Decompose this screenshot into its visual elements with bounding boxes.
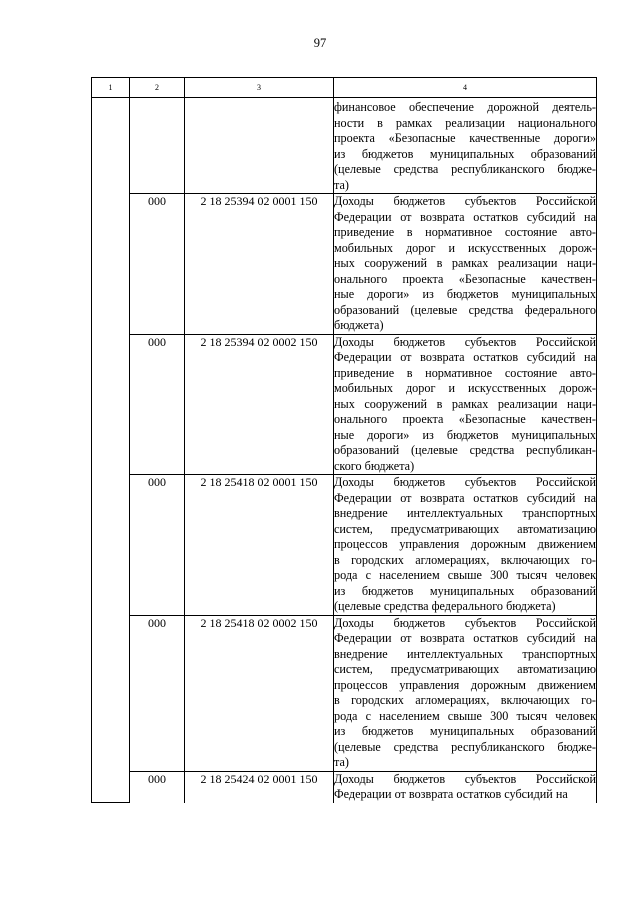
column-header-3: 3 <box>185 78 334 98</box>
table-row <box>92 98 597 194</box>
budget-code-table <box>91 77 597 803</box>
table-row <box>92 615 597 771</box>
description-line: Доходы бюджетов субъектов Российской <box>334 615 596 630</box>
description-line: та) <box>334 177 349 192</box>
column-header-1: 1 <box>92 78 130 98</box>
description-line: финансовое обеспечение дорожной деятель- <box>334 100 596 114</box>
table-body <box>92 98 597 803</box>
table-row <box>92 334 597 475</box>
description-line: образований (целевые средства республикан- <box>334 443 596 457</box>
description-line: Доходы бюджетов субъектов Российской <box>334 334 596 349</box>
description-line: в городских агломерациях, включающих го- <box>334 552 596 567</box>
column-header-4: 4 <box>334 78 597 98</box>
description-line: систем, предусматривающих автоматизацию <box>334 662 596 676</box>
income-description-cell <box>334 194 597 335</box>
admin-code-cell: 000 <box>130 771 185 803</box>
description-line: ского бюджета) <box>334 458 415 473</box>
description-line: внедрение интеллектуальных транспортных <box>334 506 596 520</box>
description-line: Федерации от возврата остатков субсидий на <box>334 787 568 801</box>
description-line: та) <box>334 755 349 769</box>
description-line: приведение в нормативное состояние авто- <box>334 225 596 239</box>
table-row <box>92 771 597 803</box>
budget-classification-code-cell: 2 18 25424 02 0001 150 <box>185 771 334 803</box>
income-description-cell <box>334 98 597 194</box>
description-line: Федерации от возврата остатков субсидий на <box>334 209 596 224</box>
description-line: из бюджетов муниципальных образований <box>334 583 596 598</box>
description-line: систем, предусматривающих автоматизацию <box>334 521 596 536</box>
description-line: Федерации от возврата остатков субсидий на <box>334 350 596 364</box>
page-number: 97 <box>313 36 327 50</box>
group-number-cell <box>92 98 130 803</box>
budget-classification-code-cell: 2 18 25394 02 0001 150 <box>185 194 334 335</box>
budget-classification-code-cell: 2 18 25418 02 0002 150 <box>185 615 334 771</box>
income-description-cell <box>334 334 597 475</box>
description-line: ных сооружений в рамках реализации наци- <box>334 396 596 411</box>
description-line: онального проекта «Безопасные качествен- <box>334 271 596 286</box>
table-row <box>92 194 597 335</box>
description-line: из бюджетов муниципальных образований <box>334 146 596 161</box>
admin-code-cell: 000 <box>130 475 185 616</box>
admin-code-cell: 000 <box>130 194 185 335</box>
admin-code-cell: 000 <box>130 615 185 771</box>
description-line: ных сооружений в рамках реализации наци- <box>334 256 596 270</box>
description-line: внедрение интеллектуальных транспортных <box>334 646 596 661</box>
income-description-cell <box>334 615 597 771</box>
description-line: в городских агломерациях, включающих го- <box>334 693 596 707</box>
budget-classification-code-cell: 2 18 25418 02 0001 150 <box>185 475 334 616</box>
description-line: проекта «Безопасные качественные дороги» <box>334 131 596 145</box>
description-line: Федерации от возврата остатков субсидий на <box>334 490 596 505</box>
description-line: процессов управления дорожным движением <box>334 537 596 551</box>
description-line: бюджета) <box>334 318 384 332</box>
description-line: приведение в нормативное состояние авто- <box>334 365 596 380</box>
description-line: (целевые средства федерального бюджета) <box>334 599 556 613</box>
column-header-2: 2 <box>130 78 185 98</box>
description-line: рода с населением свыше 300 тысяч человек <box>334 568 596 582</box>
description-line: мобильных дорог и искусственных дорож- <box>334 240 596 255</box>
admin-code-cell: 000 <box>130 334 185 475</box>
description-line: мобильных дорог и искусственных дорож- <box>334 381 596 395</box>
description-line: Доходы бюджетов субъектов Российской <box>334 771 596 786</box>
table-row <box>92 475 597 616</box>
income-description-cell <box>334 771 597 803</box>
admin-code-cell <box>130 98 185 194</box>
description-line: рода с населением свыше 300 тысяч человек <box>334 708 596 723</box>
description-line: Доходы бюджетов субъектов Российской <box>334 194 596 208</box>
description-line: Доходы бюджетов субъектов Российской <box>334 475 596 489</box>
description-line: ные дороги» из бюджетов муниципальных <box>334 287 596 301</box>
description-line: ные дороги» из бюджетов муниципальных <box>334 427 596 442</box>
description-line: ности в рамках реализации национального <box>334 115 596 130</box>
description-line: из бюджетов муниципальных образований <box>334 724 596 738</box>
description-line: (целевые средства республиканского бюдже- <box>334 739 596 754</box>
description-line: образований (целевые средства федерального <box>334 302 596 317</box>
budget-classification-code-cell: 2 18 25394 02 0002 150 <box>185 334 334 475</box>
description-line: процессов управления дорожным движением <box>334 677 596 692</box>
description-line: (целевые средства республиканского бюдже- <box>334 162 596 176</box>
table-header-row <box>92 78 597 98</box>
budget-classification-code-cell <box>185 98 334 194</box>
description-line: онального проекта «Безопасные качествен- <box>334 412 596 426</box>
income-description-cell <box>334 475 597 616</box>
description-line: Федерации от возврата остатков субсидий на <box>334 631 596 645</box>
